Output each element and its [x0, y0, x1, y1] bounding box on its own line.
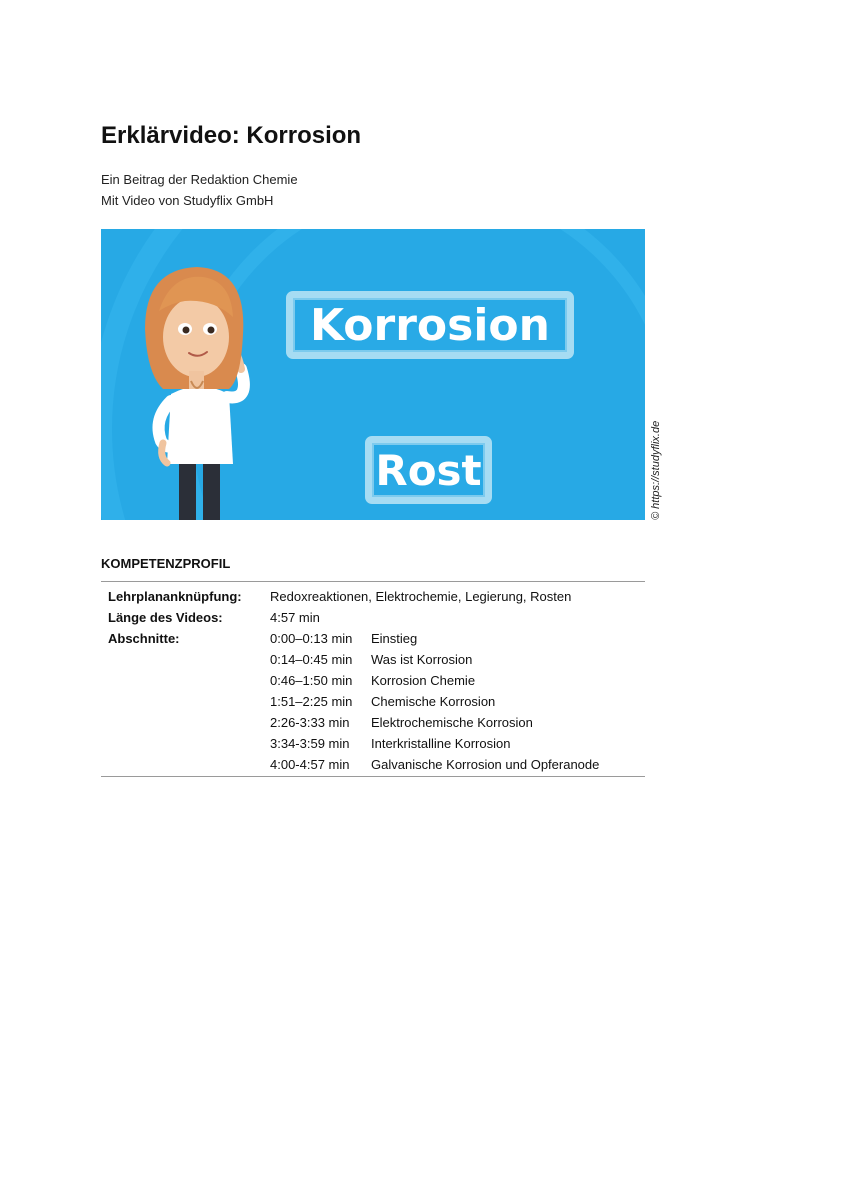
section-title: Interkristalline Korrosion — [371, 736, 511, 751]
document-title: Erklärvideo: Korrosion — [101, 122, 362, 149]
curriculum-label: Lehrplananknüpfung: — [108, 589, 242, 604]
section-time: 4:00-4:57 min — [270, 757, 350, 772]
section-item — [270, 754, 645, 775]
competence-profile-table — [101, 581, 645, 777]
video-length-label: Länge des Videos: — [108, 610, 223, 625]
section-title: Korrosion Chemie — [371, 673, 476, 688]
section-item — [270, 670, 645, 691]
section-time: 0:14–0:45 min — [270, 652, 353, 667]
section-time: 3:34-3:59 min — [270, 736, 350, 751]
rost-badge: Rost — [365, 436, 492, 504]
section-time: 0:46–1:50 min — [270, 673, 353, 688]
subtitle-video-source: Mit Video von Studyflix GmbH — [101, 193, 274, 208]
section-item — [270, 712, 645, 733]
sections-list — [270, 628, 645, 775]
video-thumbnail[interactable] — [101, 229, 645, 520]
korrosion-badge: Korrosion — [286, 291, 574, 359]
curriculum-row — [101, 586, 645, 607]
video-length-value: 4:57 min — [270, 610, 320, 625]
section-title: Einstieg — [371, 631, 418, 646]
competence-profile-heading: KOMPETENZPROFIL — [101, 556, 231, 571]
section-item — [270, 733, 645, 754]
section-time: 2:26-3:33 min — [270, 715, 350, 730]
section-title: Chemische Korrosion — [371, 694, 496, 709]
video-length-row — [101, 607, 645, 628]
section-item — [270, 691, 645, 712]
subtitle-editorial: Ein Beitrag der Redaktion Chemie — [101, 172, 298, 187]
section-time: 1:51–2:25 min — [270, 694, 353, 709]
section-item — [270, 649, 645, 670]
section-title: Galvanische Korrosion und Opferanode — [371, 757, 600, 772]
section-time: 0:00–0:13 min — [270, 631, 353, 646]
section-title: Elektrochemische Korrosion — [371, 715, 533, 730]
sections-row — [101, 628, 645, 775]
curriculum-value: Redoxreaktionen, Elektrochemie, Legierung, Rosten — [270, 589, 572, 604]
section-item — [270, 628, 645, 649]
image-credit: © https://studyflix.de — [650, 420, 662, 520]
sections-label: Abschnitte: — [108, 631, 180, 646]
section-title: Was ist Korrosion — [371, 652, 473, 667]
